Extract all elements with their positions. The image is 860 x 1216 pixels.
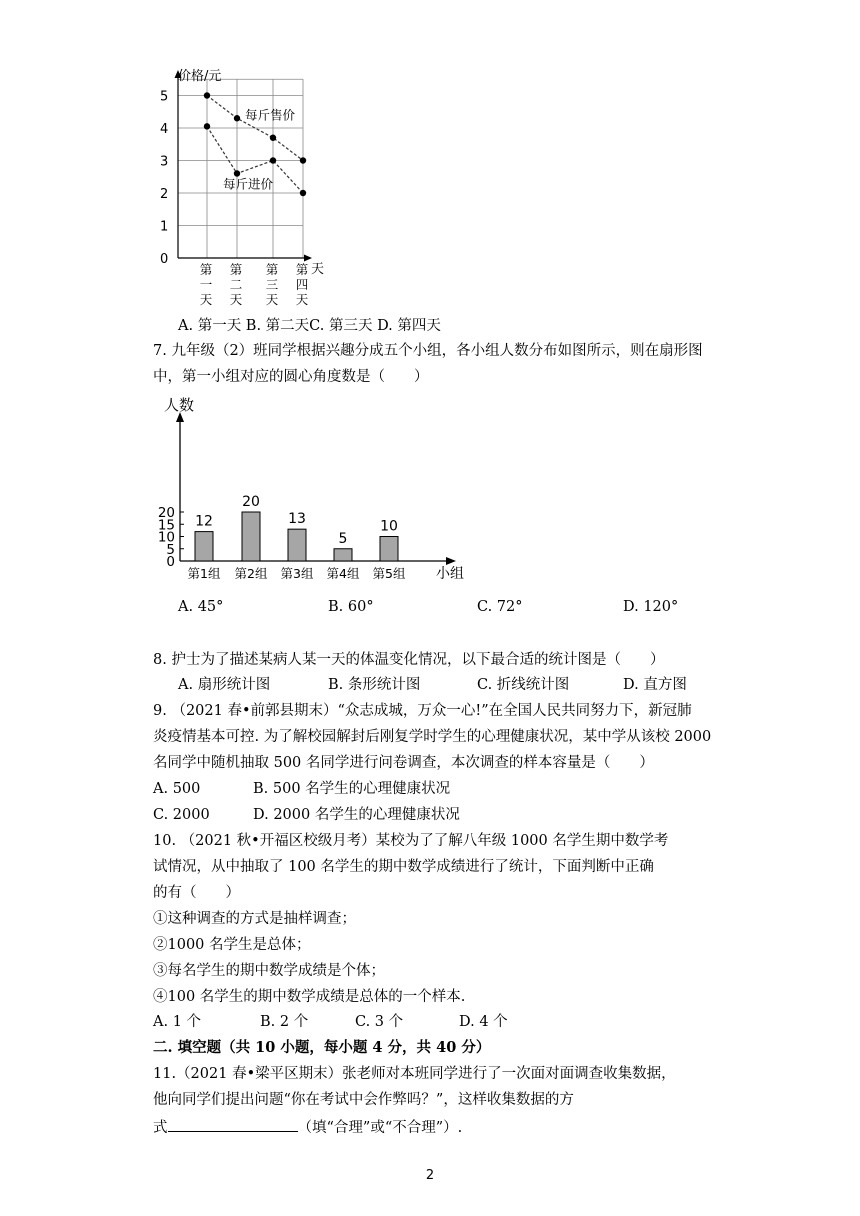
group-bar-chart [157, 394, 480, 590]
q9-stem-line2: 炎疫情基本可控. 为了解校园解封后刚复学时学生的心理健康状况，某中学从该校 2000 [153, 729, 712, 745]
data-point [234, 115, 240, 121]
q10-item-1: ①这种调查的方式是抽样调查； [153, 911, 356, 927]
q8-stem: 8. 护士为了描述某病人某一天的体温变化情况，以下最合适的统计图是（ ） [153, 652, 665, 668]
line-chart-x-ticks [200, 262, 309, 307]
q11-stem-line3 [153, 1116, 462, 1138]
bar-chart-axes [176, 412, 456, 565]
y-tick-label: 3 [160, 154, 169, 170]
x-axis-arrow [304, 255, 312, 262]
q10-item-2: ②1000 名学生是总体； [153, 937, 311, 953]
bar [288, 529, 306, 561]
data-point [270, 135, 276, 141]
q10-stem-line1: 10. （2021 秋•开福区校级月考）某校为了了解八年级 1000 名学生期中数学考 [153, 833, 669, 849]
bar [242, 512, 260, 561]
q7-option-c: C. 72° [477, 599, 523, 615]
bar-value-label: 10 [380, 518, 398, 535]
q10-stem-line2: 试情况，从中抽取了 100 名学生的期中数学成绩进行了统计，下面判断中正确 [153, 859, 654, 875]
q9-option-a: A. 500 [153, 781, 201, 797]
y-tick-label: 5 [160, 89, 169, 105]
q9-option-c: C. 2000 [153, 807, 210, 823]
category-label: 第2组 [234, 566, 268, 581]
category-label: 第5组 [372, 566, 406, 581]
line-chart-grid [178, 79, 303, 258]
q8-option-c: C. 折线统计图 [477, 677, 570, 693]
q11-line3-prefix: 式 [153, 1120, 168, 1136]
q9-stem-line3: 名同学中随机抽取 500 名同学进行问卷调查，本次调查的样本容量是（ ） [153, 755, 654, 771]
q9-option-b: B. 500 名学生的心理健康状况 [253, 781, 451, 797]
section-heading-fill-in: 二. 填空题（共 10 小题，每小题 4 分，共 40 分） [153, 1039, 491, 1056]
q10-item-4: ④100 名学生的期中数学成绩是总体的一个样本. [153, 989, 466, 1005]
category-label: 第4组 [326, 566, 360, 581]
bar-chart-y-axis-label: 人数 [164, 396, 195, 414]
data-point [204, 123, 210, 129]
q11-stem-line2: 他向同学们提出问题“你在考试中会作弊吗？”，这样收集数据的方 [153, 1092, 574, 1108]
x-axis-arrow [446, 557, 456, 565]
q11-answer-blank[interactable] [168, 1116, 298, 1132]
y-tick-label: 10 [157, 529, 175, 546]
q6-options: A. 第一天 B. 第二天C. 第三天 D. 第四天 [178, 318, 441, 334]
y-tick-label: 4 [160, 122, 169, 137]
q7-option-a: A. 45° [178, 599, 224, 615]
y-tick-label: 20 [157, 505, 175, 521]
data-point [270, 157, 276, 163]
y-tick-label: 0 [160, 252, 169, 267]
q10-item-3: ③每名学生的期中数学成绩是个体； [153, 963, 385, 979]
q9-stem-line1: 9. （2021 春•前郭县期末）“众志成城，万众一心!”在全国人民共同努力下，新冠肺 [153, 703, 692, 719]
q10-option-c: C. 3 个 [355, 1014, 404, 1030]
bar-value-label: 5 [338, 530, 348, 547]
category-label: 第1组 [187, 566, 221, 581]
y-tick-label: 15 [157, 517, 175, 534]
q7-option-d: D. 120° [623, 599, 679, 615]
q10-option-d: D. 4 个 [459, 1014, 508, 1030]
data-point [300, 157, 306, 163]
series-label-1: 每斤售价 [245, 107, 296, 123]
q10-option-a: A. 1 个 [153, 1014, 202, 1030]
y-tick-label: 1 [160, 219, 169, 235]
bar [195, 532, 213, 561]
line-chart-series [204, 92, 306, 196]
q8-option-a: A. 扇形统计图 [178, 677, 271, 693]
x-tick-label: 第三天 [265, 262, 279, 307]
q10-option-b: B. 2 个 [260, 1014, 309, 1030]
line-chart-x-axis-label: 天 [311, 262, 325, 277]
bar-chart-bars [188, 494, 406, 581]
line-chart-y-axis-label: 价格/元 [178, 69, 222, 84]
y-tick-label: 2 [160, 187, 169, 202]
q8-option-d: D. 直方图 [623, 677, 687, 693]
bar [334, 549, 352, 561]
bar [380, 537, 398, 562]
q11-stem-line1: 11.（2021 春•梁平区期末）张老师对本班同学进行了一次面对面调查收集数据， [153, 1066, 676, 1082]
data-point [300, 190, 306, 196]
q10-stem-line3: 的有（ ） [153, 885, 240, 901]
q11-line3-suffix: （填“合理”或“不合理”）. [297, 1120, 463, 1136]
series-label-2: 每斤进价 [223, 176, 274, 192]
page-number: 2 [425, 1168, 435, 1183]
data-point [204, 92, 210, 98]
y-tick-label: 5 [166, 541, 175, 558]
x-tick-label: 第一天 [199, 262, 213, 307]
x-tick-label: 第四天 [295, 262, 309, 307]
bar-value-label: 13 [288, 511, 306, 528]
q8-option-b: B. 条形统计图 [328, 677, 421, 693]
bar-value-label: 12 [195, 513, 213, 530]
price-line-chart [150, 66, 340, 310]
line-chart-y-ticks [160, 90, 168, 268]
q7-stem-line1: 7. 九年级（2）班同学根据兴趣分成五个小组，各小组人数分布如图所示，则在扇形图 [153, 343, 703, 359]
q7-stem-line2: 中，第一小组对应的圆心角度数是（ ） [153, 369, 429, 385]
category-label: 第3组 [280, 566, 314, 581]
q9-option-d: D. 2000 名学生的心理健康状况 [253, 807, 460, 823]
q7-option-b: B. 60° [328, 599, 374, 615]
bar-value-label: 20 [242, 494, 260, 510]
x-tick-label: 第二天 [229, 262, 243, 307]
y-tick-label: 0 [166, 554, 175, 570]
bar-chart-x-axis-label: 小组 [436, 566, 464, 582]
line-chart-axes [175, 70, 313, 262]
